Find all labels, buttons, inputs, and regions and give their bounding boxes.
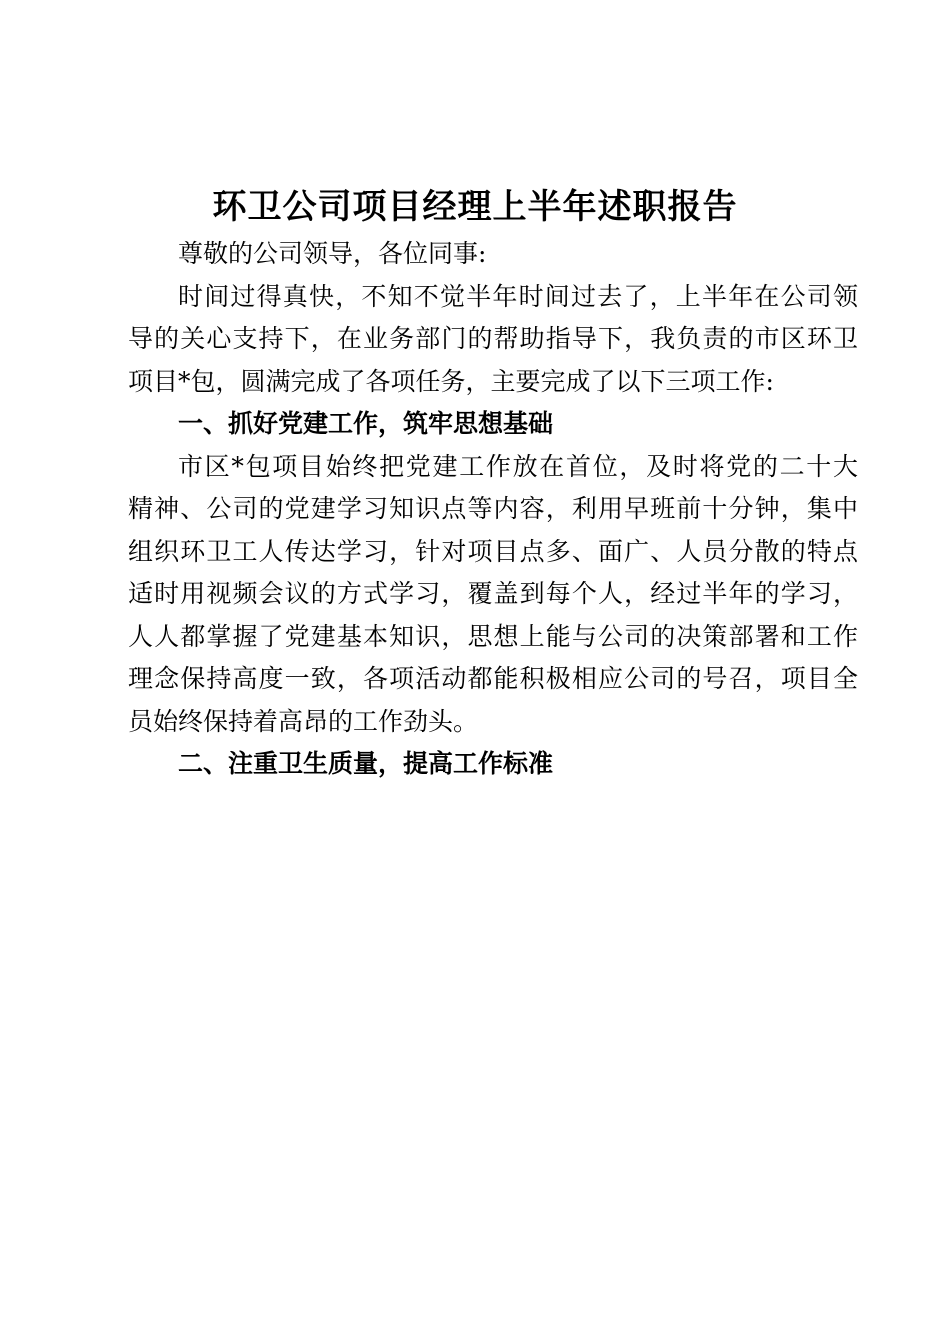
paragraph-line: 理念保持高度一致，各项活动都能积极相应公司的号召，项目全 [128, 664, 858, 693]
paragraph-line: 项目*包，圆满完成了各项任务，主要完成了以下三项工作: [128, 366, 774, 396]
paragraph-line: 员始终保持着高昂的工作劲头。 [128, 706, 479, 736]
paragraph-line: 适时用视频会议的方式学习，覆盖到每个人，经过半年的学习， [128, 579, 858, 608]
section-heading-1: 一、抓好党建工作，筑牢思想基础 [178, 409, 554, 438]
document-body [128, 233, 858, 786]
paragraph-line: 导的关心支持下，在业务部门的帮助指导下，我负责的市区环卫 [128, 324, 858, 353]
paragraph-line: 时间过得真快，不知不觉半年时间过去了，上半年在公司领 [178, 281, 858, 311]
paragraph-line: 组织环卫工人传达学习，针对项目点多、面广、人员分散的特点 [128, 536, 858, 566]
section1-paragraph [128, 446, 858, 744]
document-title: 环卫公司项目经理上半年述职报告 [212, 187, 738, 227]
paragraph-line: 市区*包项目始终把党建工作放在首位，及时将党的二十大 [178, 451, 858, 481]
paragraph-line: 人人都掌握了党建基本知识，思想上能与公司的决策部署和工作 [128, 621, 858, 651]
paragraph-line: 精神、公司的党建学习知识点等内容，利用早班前十分钟，集中 [128, 494, 858, 523]
greeting: 尊敬的公司领导，各位同事: [178, 239, 487, 268]
intro-paragraph [128, 276, 858, 404]
section-heading-2: 二、注重卫生质量，提高工作标准 [178, 749, 554, 778]
